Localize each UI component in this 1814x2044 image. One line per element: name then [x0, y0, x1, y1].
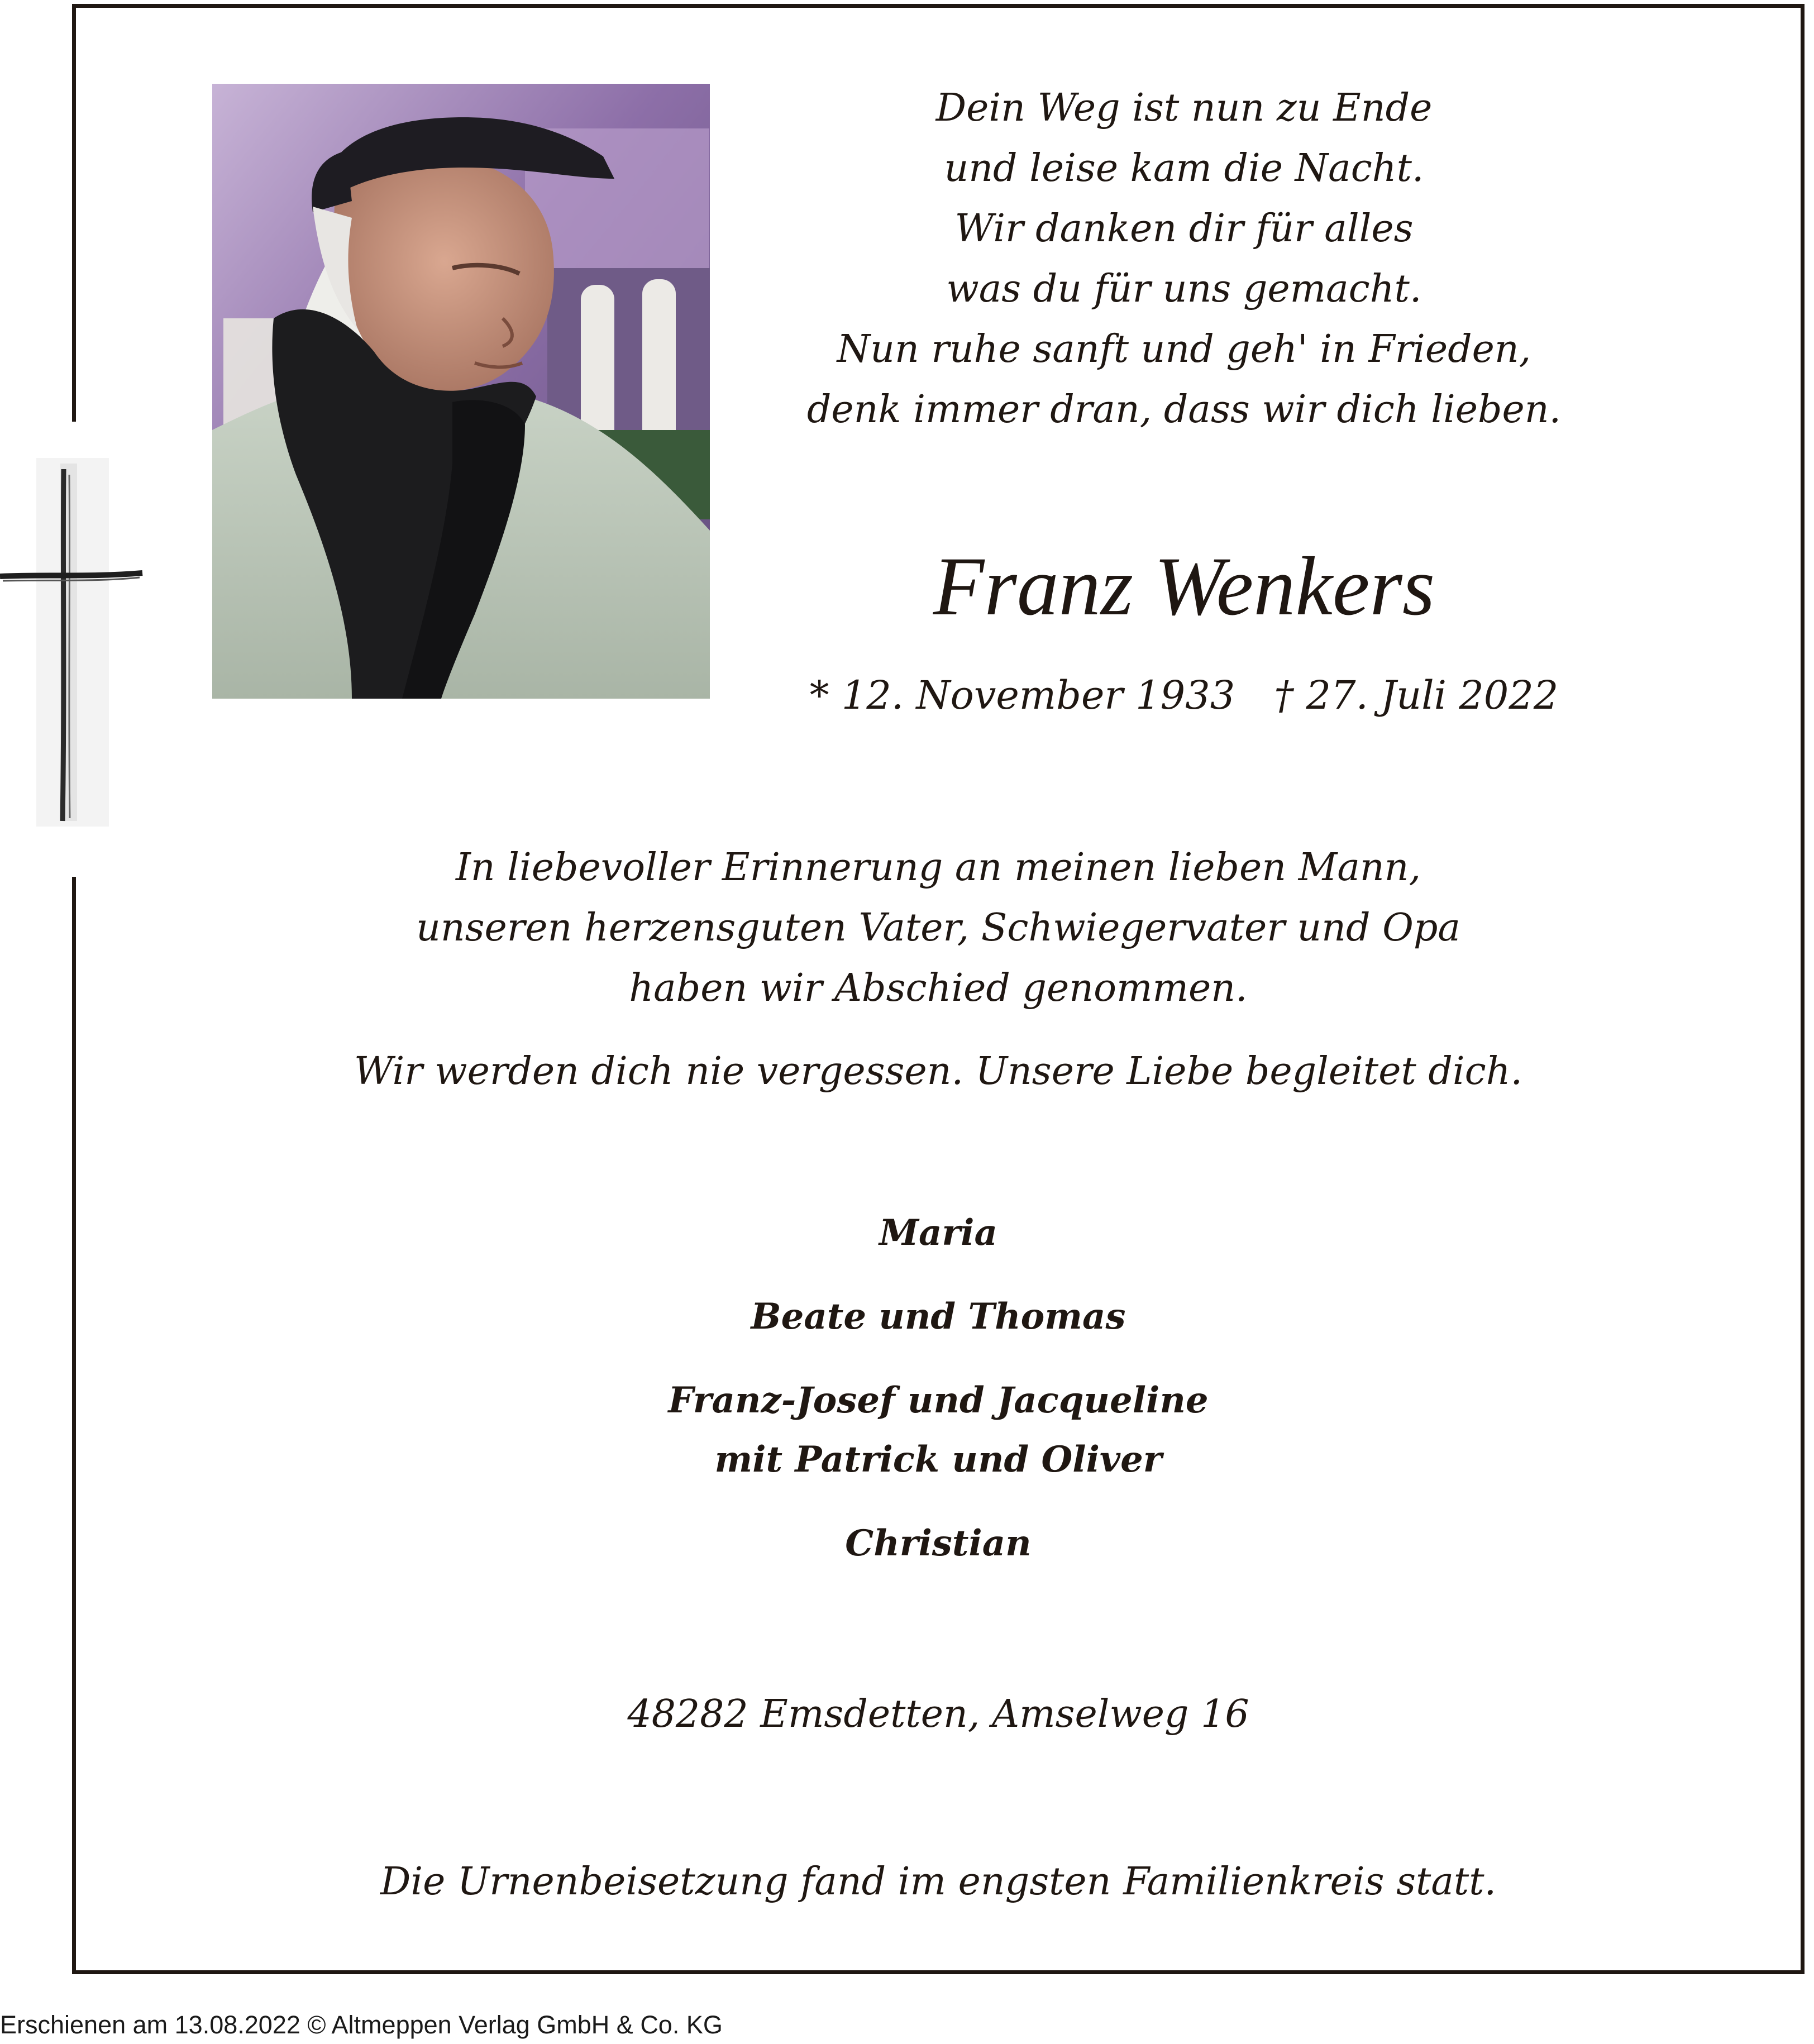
burial-note: Die Urnenbeisetzung fand im engsten Familienkreis statt. — [380, 1860, 1497, 1904]
poem-line: und leise kam die Nacht. — [944, 146, 1424, 190]
death-date: † 27. Juli 2022 — [1274, 672, 1559, 718]
birth-date: * 12. November 1933 — [809, 672, 1235, 718]
publication-footer: Erschienen am 13.08.2022 © Altmeppen Verlag GmbH & Co. KG — [0, 2010, 723, 2039]
life-dates — [771, 667, 1597, 723]
family-list — [223, 1204, 1653, 1573]
closing-line: Wir werden dich nie vergessen. Unsere Liebe begleitet dich. — [354, 1049, 1523, 1093]
remembrance-text — [223, 838, 1653, 1019]
family-entry: Maria — [879, 1212, 997, 1254]
cross-icon — [0, 458, 145, 827]
poem-line: was du für uns gemacht. — [946, 267, 1422, 311]
family-entry: mit Patrick und Oliver — [714, 1439, 1162, 1481]
remembrance-line: unseren herzensguten Vater, Schwiegervater und Opa — [416, 906, 1460, 950]
family-entry: Beate und Thomas — [751, 1296, 1126, 1338]
family-entry: Franz-Josef und Jacqueline — [668, 1379, 1209, 1421]
poem-line: Nun ruhe sanft und geh' in Frieden, — [837, 327, 1531, 371]
poem — [771, 78, 1597, 440]
address: 48282 Emsdetten, Amselweg 16 — [627, 1692, 1249, 1736]
portrait-photo — [212, 84, 710, 699]
remembrance-line: haben wir Abschied genommen. — [629, 966, 1248, 1010]
poem-line: denk immer dran, dass wir dich lieben. — [806, 388, 1562, 432]
poem-line: Wir danken dir für alles — [954, 207, 1414, 251]
remembrance-line: In liebevoller Erinnerung an meinen lieben Mann, — [455, 846, 1421, 890]
deceased-name: Franz Wenkers — [933, 540, 1435, 633]
family-entry: Christian — [845, 1522, 1032, 1564]
poem-line: Dein Weg ist nun zu Ende — [935, 86, 1433, 130]
